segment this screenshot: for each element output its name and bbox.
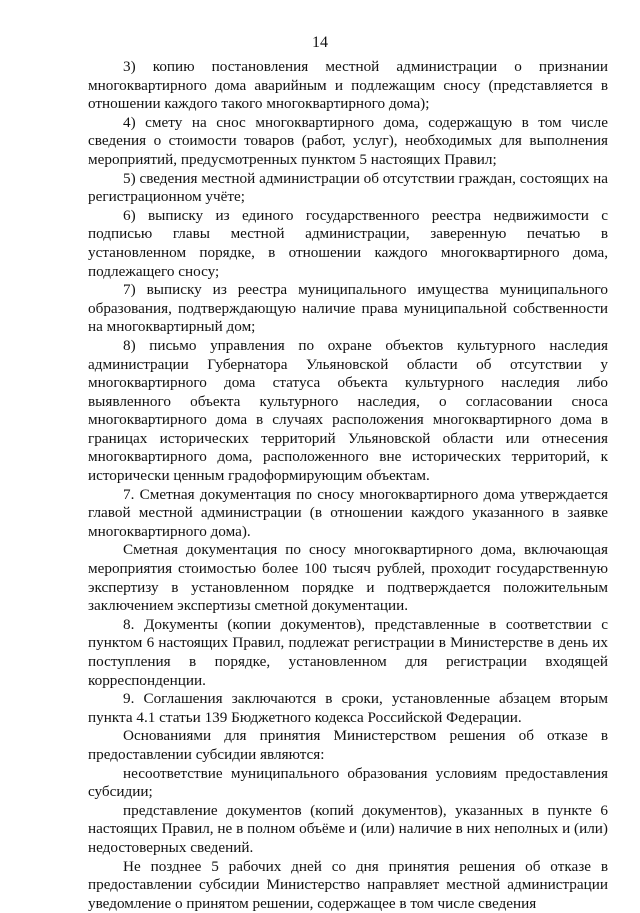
- paragraph-clause-7: 7. Сметная документация по сносу многоквартирного дома утверждается главой местной администрации (в отношении каждого указанного в заявке многоквартирного дома).: [88, 485, 608, 540]
- paragraph-item-8: 8) письмо управления по охране объектов культурного наследия администрации Губернатора Ульяновской области об отсутствии у многоквартирного дома статуса объекта культурного наследия либо выявленного объекта культурного наследия, о согласовании сноса многоквартирного дома в случаях расположения многоквартирного дома в границах исторических территорий Ульяновской области или отнесения многоквартирного дома, расположенного вне исторических территорий, к исторически ценным градоформирующим объектам.: [88, 336, 608, 485]
- paragraph-item-4: 4) смету на снос многоквартирного дома, содержащую в том числе сведения о стоимости товаров (работ, услуг), необходимых для выполнения мероприятий, предусмотренных пунктом 5 настоящих Правил;: [88, 113, 608, 168]
- paragraph-estimate-expertise: Сметная документация по сносу многоквартирного дома, включающая мероприятия стоимостью более 100 тысяч рублей, проходит государственную экспертизу в установленном порядке и подтверждается положительным заключением экспертизы сметной документации.: [88, 541, 608, 615]
- page-number: 14: [312, 34, 328, 51]
- paragraph-clause-8: 8. Документы (копии документов), представленные в соответствии с пунктом 6 настоящих Правил, подлежат регистрации в Министерстве в день их поступления в порядке, установленном для регистрации входящей корреспонденции.: [88, 615, 608, 689]
- paragraph-item-6: 6) выписку из единого государственного реестра недвижимости с подписью главы местной администрации, заверенную печатью в установленном порядке, в отношении каждого многоквартирного дома, подлежащего сносу;: [88, 206, 608, 280]
- paragraph-item-7: 7) выписку из реестра муниципального имущества муниципального образования, подтверждающую наличие права муниципальной собственности на многоквартирный дом;: [88, 281, 608, 336]
- paragraph-item-5: 5) сведения местной администрации об отсутствии граждан, состоящих на регистрационном учёте;: [88, 169, 609, 206]
- paragraph-refusal-ground-1: несоответствие муниципального образования условиям предоставления субсидии;: [88, 764, 608, 801]
- paragraph-notification: Не позднее 5 рабочих дней со дня принятия решения об отказе в предоставлении субсидии Министерство направляет местной администрации уведомление о принятом решении, содержащее в том числе сведения: [88, 857, 608, 912]
- paragraph-item-3: 3) копию постановления местной администрации о признании многоквартирного дома аварийным и подлежащим сносу (представляется в отношении каждого такого многоквартирного дома);: [88, 58, 608, 113]
- paragraph-refusal-ground-2: представление документов (копий документов), указанных в пункте 6 настоящих Правил, не в полном объёме и (или) наличие в них неполных и (или) недостоверных сведений.: [88, 801, 608, 856]
- document-body: [88, 58, 608, 913]
- paragraph-refusal-grounds: Основаниями для принятия Министерством решения об отказе в предоставлении субсидии являются:: [88, 727, 608, 763]
- paragraph-clause-9: 9. Соглашения заключаются в сроки, установленные абзацем вторым пункта 4.1 статьи 139 Бюджетного кодекса Российской Федерации.: [88, 690, 608, 726]
